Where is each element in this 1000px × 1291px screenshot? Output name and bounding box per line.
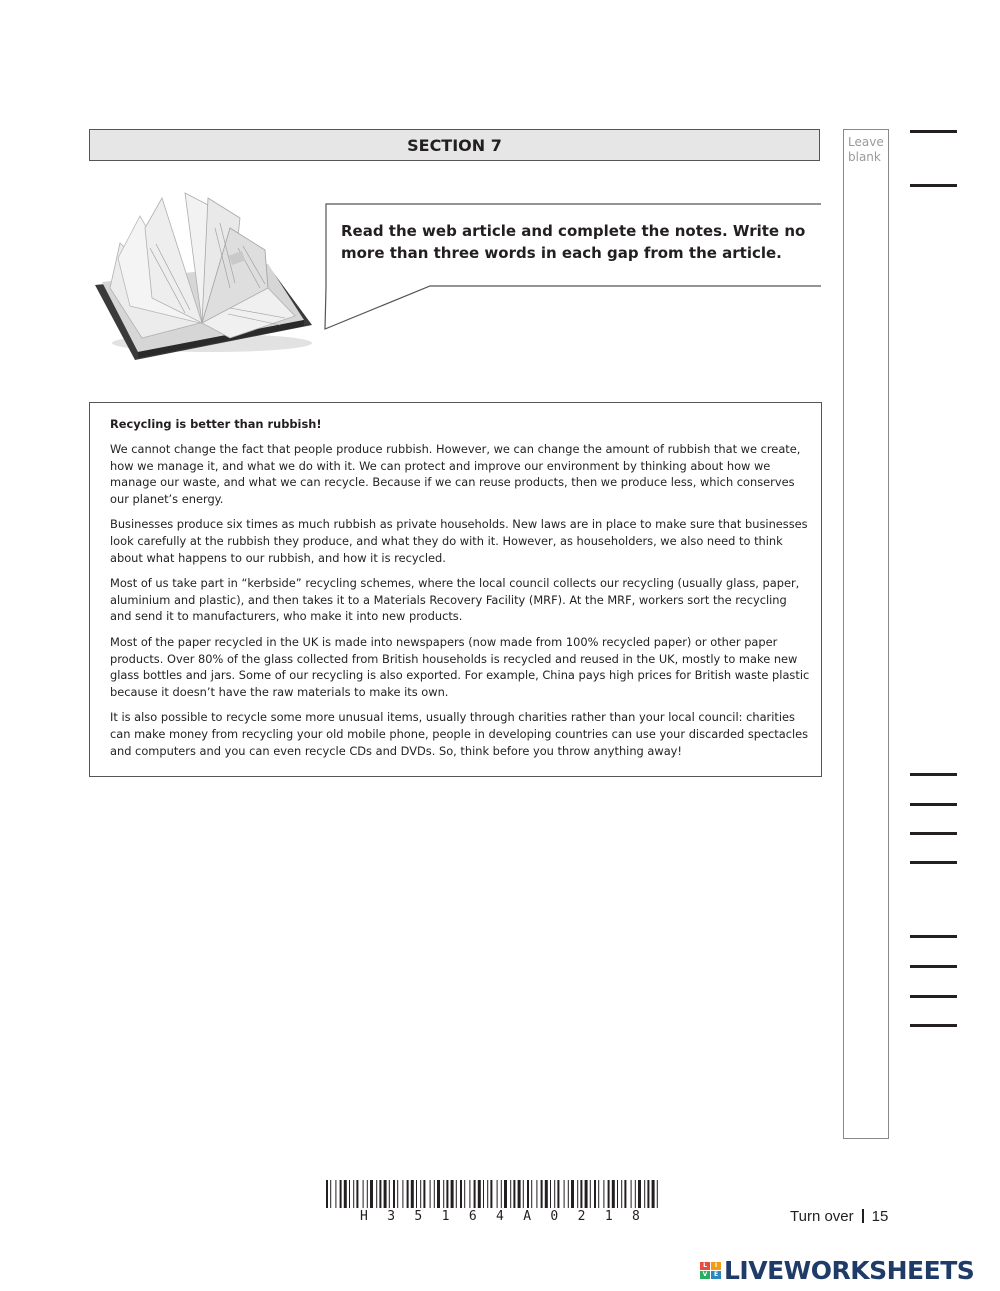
article-paragraph: It is also possible to recycle some more unusual items, usually through charities rather than your local council: charities can make money from recycling your old mobile phone, people in developing countries can use your discarded spectacles and computers and you can even recycle CDs and DVDs. So, think before you throw anything away! [110,710,809,758]
article-paragraph: We cannot change the fact that people produce rubbish. However, we can change the amount of rubbish that we create, how we manage it, and what we do with it. We can protect and improve our environment by thinking about how we manage our waste, and what we can recycle. Because if we can reuse products, then we produce less, which conserves our planet’s energy. [110,442,801,506]
margin-mark [910,773,957,776]
leave-blank-line1: Leave [848,135,884,149]
liveworksheets-brand[interactable] [700,1256,974,1285]
barcode-digit: 4 [496,1209,504,1224]
instruction-text: Read the web article and complete the notes. Write no more than three words in each gap from the article. [341,222,806,262]
liveworksheets-logo-icon [700,1262,721,1279]
barcode-digit: 2 [577,1209,586,1224]
barcode-digit: 1 [441,1209,450,1224]
barcode-digit: 6 [468,1209,477,1224]
barcode-digit: 3 [387,1209,396,1224]
article-paragraph: Businesses produce six times as much rubbish as private households. New laws are in place to make sure that businesses look carefully at the rubbish they produce, and what they do with it. However, as householders, we also need to think about what happens to our rubbish, and how it is recycled. [110,517,808,565]
margin-mark [910,130,957,133]
barcode-icon [324,1180,664,1210]
margin-mark [910,803,957,806]
barcode-digit: 0 [550,1209,559,1224]
logo-letter: I [711,1262,721,1270]
margin-mark [910,184,957,187]
article-paragraph: Most of the paper recycled in the UK is made into newspapers (now made from 100% recycled paper) or other paper products. Over 80% of the glass collected from British households is recycled and reused in the UK, mostly to make new glass bottles and jars. Some of our recycling is also exported. For example, China pays high prices for British waste plastic because it doesn’t have the raw materials to make its own. [110,634,810,699]
margin-mark [910,861,957,864]
brand-name: LIVEWORKSHEETS [724,1256,975,1285]
barcode-digit: 5 [414,1209,423,1224]
turn-over-footer [790,1208,888,1225]
article-title: Recycling is better than rubbish! [110,417,322,431]
logo-letter: V [700,1271,710,1279]
margin-mark [910,832,957,835]
leave-blank-label [848,135,884,165]
section-title: SECTION 7 [89,129,820,161]
leave-blank-line2: blank [848,150,881,164]
open-book-illustration [90,188,315,363]
margin-mark [910,965,957,968]
barcode-digits [360,1209,640,1224]
barcode-digit: 8 [632,1209,640,1224]
footer-separator [862,1209,864,1223]
margin-mark [910,995,957,998]
page-number: 15 [871,1208,889,1225]
leave-blank-column [843,129,889,1139]
logo-letter: L [700,1262,710,1270]
barcode-digit: H [360,1209,368,1224]
turn-over-label: Turn over [790,1208,854,1225]
article-paragraph: Most of us take part in “kerbside” recycling schemes, where the local council collects our recycling (usually glass, paper, aluminium and plastic), and then takes it to a Materials Recovery Facility (MRF). At the MRF, workers sort the recycling and send it to manufacturers, who make it into new products. [110,576,800,624]
article-box [89,402,822,777]
margin-mark [910,935,957,938]
barcode-digit: A [523,1209,532,1224]
barcode-digit: 1 [604,1209,613,1224]
margin-mark [910,1024,957,1027]
logo-letter: E [711,1271,721,1279]
